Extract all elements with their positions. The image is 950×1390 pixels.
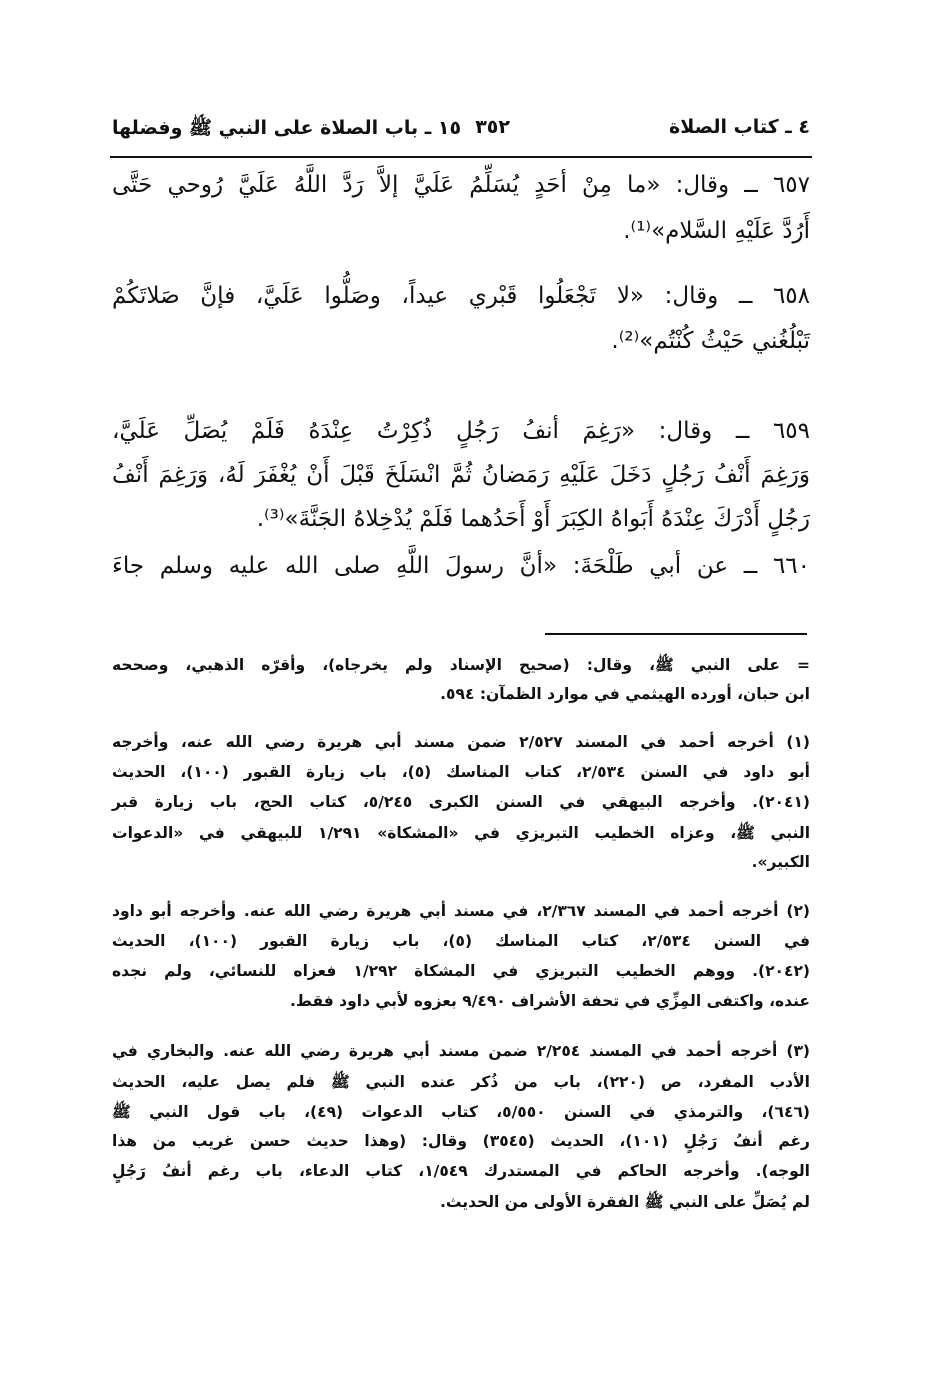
footnote-1-line: (٢٠٤١). وأخرجه البيهقي في السنن الكبرى ٥/٢٤٥، كتاب الحج، باب زيارة قبر	[112, 793, 810, 811]
footnote-3-line: (٣) أخرجه أحمد في المسند ٢/٢٥٤ ضمن مسند أبي هريرة رضي الله عنه. والبخاري في	[112, 1042, 810, 1060]
footnote-1-line: (١) أخرجه أحمد في المسند ٢/٥٢٧ ضمن مسند أبي هريرة رضي الله عنه، وأخرجه	[112, 733, 810, 751]
footnote-3-line: (٦٤٦)، والترمذي في السنن ٥/٥٥٠، كتاب الدعوات (٤٩)، باب قول النبي ﷺ	[112, 1103, 811, 1121]
footnote-1-line: الكبير».	[751, 853, 810, 871]
footnote-line: = على النبي ﷺ، وقال: (صحيح الإسناد ولم يخرجاه)، وأقرّه الذهبي، وصححه	[112, 656, 810, 674]
hadith-659-line-3: رَجُلٍ أَدْرَكَ عِنْدَهُ أَبَواهُ الكِبَرَ أَوْ أَحَدُهما فَلَمْ يُدْخِلاهُ الجَنَّةَ»⁽³⁾.	[256, 506, 810, 532]
footnote-1-line: أبو داود في السنن ٢/٥٣٤، كتاب المناسك (٥)، باب زيارة القبور (١٠٠)، الحديث	[112, 763, 810, 781]
footnote-3-line: الوجه). وأخرجه الحاكم في المستدرك ١/٥٤٩، كتاب الدعاء، باب رغم أنفُ رَجُلٍ	[112, 1162, 810, 1180]
footnote-2-line: عنده، واكتفى المِزِّي في تحفة الأشراف ٩/٤٩٠ بعزوه لأبي داود فقط.	[289, 992, 810, 1010]
running-header	[112, 116, 810, 146]
footnote-separator	[545, 633, 807, 635]
hadith-659-line-1: ٦٥٩ ــ وقال: «رَغِمَ أنفُ رَجُلٍ ذُكِرْتُ عِنْدَهُ فَلَمْ يُصَلِّ عَلَيَّ،	[112, 418, 810, 444]
hadith-660-line-1: ٦٦٠ ــ عن أبي طَلْحَةَ: «أنَّ رسولَ اللَّهِ صلى الله عليه وسلم جاءَ	[112, 553, 810, 579]
footnote-2-line: في السنن ٢/٥٣٤، كتاب المناسك (٥)، باب زيارة القبور (١٠٠)، الحديث	[112, 932, 810, 950]
hadith-657-line-2: أَرُدَّ عَلَيْهِ السَّلام»⁽¹⁾.	[623, 218, 810, 244]
footnote-3-line: الأدب المفرد، ص (٢٢٠)، باب من ذُكر عنده النبي ﷺ فلم يصل عليه، الحديث	[112, 1073, 810, 1091]
hadith-658-line-1: ٦٥٨ ــ وقال: «لا تَجْعَلُوا قَبْري عيداً، وصَلُّوا عَلَيَّ، فإنَّ صَلاتَكُمْ	[112, 283, 810, 309]
hadith-657-line-1: ٦٥٧ ــ وقال: «ما مِنْ أحَدٍ يُسَلِّمُ عَلَيَّ إلاَّ رَدَّ اللَّهُ عَلَيَّ رُوحي حَتَّى	[112, 172, 810, 198]
footnote-3-line: لم يُصَلِّ على النبي ﷺ الفقرة الأولى من الحديث.	[439, 1193, 810, 1211]
header-chapter-title: ١٥ ـ باب الصلاة على النبي ﷺ وفضلها	[112, 117, 462, 139]
header-rule	[110, 156, 812, 158]
footnote-line: ابن حبان، أورده الهيثمي في موارد الظمآن: ٥٩٤.	[440, 685, 810, 703]
header-book-title: ٤ ـ كتاب الصلاة	[669, 116, 810, 138]
footnote-2-line: (٢) أخرجه أحمد في المسند ٢/٣٦٧، في مسند أبي هريرة رضي الله عنه. وأخرجه أبو داود	[112, 902, 810, 920]
footnote-3-line: رغم أنفُ رَجُلٍ (١٠١)، الحديث (٣٥٤٥) وقال: (وهذا حديث حسن غريب من هذا	[112, 1132, 810, 1150]
footnote-2-line: (٢٠٤٢). ووهم الخطيب التبريزي في المشكاة ١/٢٩٢ فعزاه للنسائي، ولم نجده	[112, 962, 811, 980]
footnote-1-line: النبي ﷺ، وعزاه الخطيب التبريزي في «المشكاة» ١/٢٩١ للبيهقي في «الدعوات	[112, 824, 811, 842]
header-page-number: ٣٥٢	[475, 116, 510, 138]
hadith-659-line-2: وَرَغِمَ أَنْفُ رَجُلٍ دَخَلَ عَلَيْهِ رَمَضانُ ثُمَّ انْسَلَخَ قَبْلَ أَنْ يُغْفَرَ لَهُ، وَرَغِمَ أَنْفُ	[112, 462, 810, 488]
hadith-658-line-2: تَبْلُغُني حَيْثُ كُنْتُم»⁽²⁾.	[611, 328, 810, 354]
